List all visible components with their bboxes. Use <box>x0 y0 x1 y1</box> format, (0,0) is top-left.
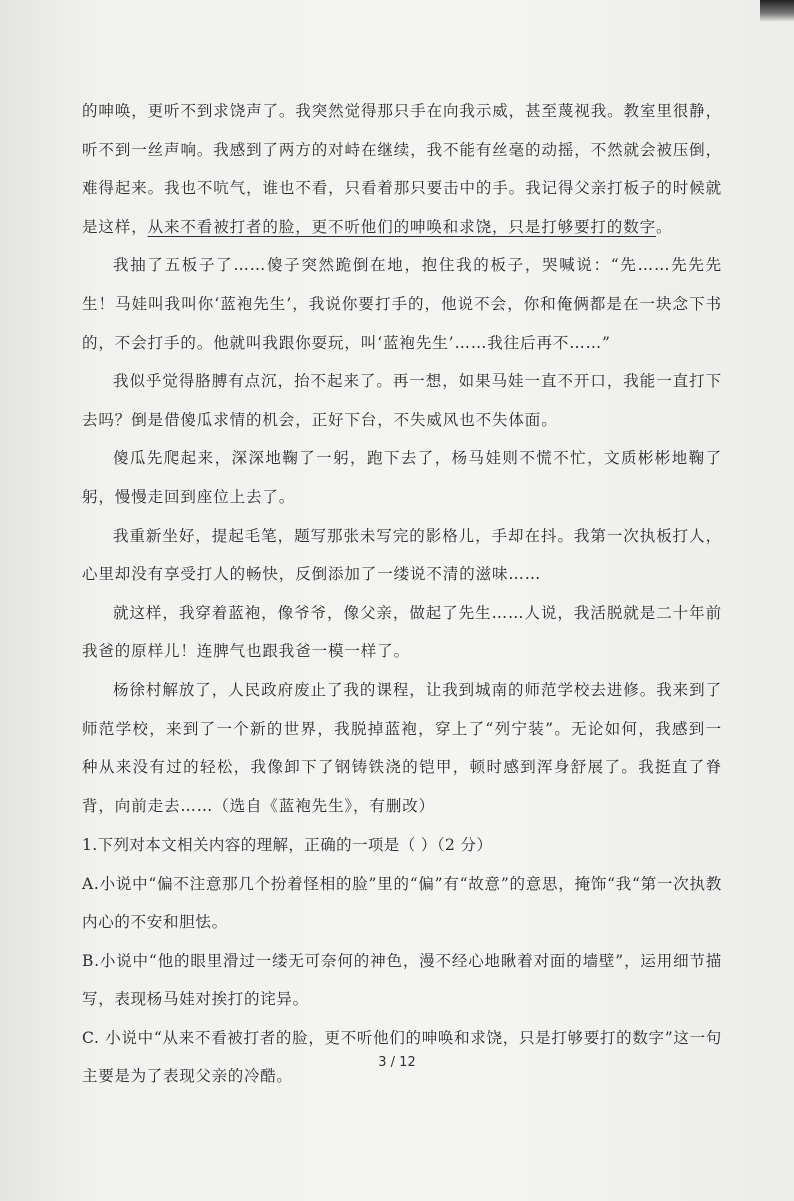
paragraph-4: 傻瓜先爬起来，深深地鞠了一躬，跑下去了，杨马娃则不慌不忙，文质彬彬地鞠了躬，慢慢走回到座位上去了。 <box>82 449 722 506</box>
paragraph-2: 我抽了五板子了……傻子突然跪倒在地，抱住我的板子，哭喊说：“先……先先先生！马娃叫我叫你‘蓝袍先生’，我说你要打手的，他说不会，你和俺俩都是在一块念下书的，不会打手的。他就叫我跟你耍玩，叫‘蓝袍先生’……我往后再不……” <box>82 256 722 352</box>
paragraph-5: 我重新坐好，提起毛笔，题写那张未写完的影格儿，手却在抖。我第一次执板打人，心里却没有享受打人的畅快，反倒添加了一缕说不清的滋味…… <box>82 526 722 584</box>
paragraph-1 <box>82 92 722 246</box>
option-a: A.小说中“偏不注意那几个扮着怪相的脸”里的“偏”有“故意”的意思，掩饰“我“第一次执教内心的不安和胆怯。 <box>82 874 722 932</box>
paragraph-1-text: 的呻唤，更听不到求饶声了。我突然觉得那只手在向我示威，甚至蔑视我。教室里很静，听不到一丝声响。我感到了两方的对峙在继续，我不能有丝毫的动摇，不然就会被压倒，难得起来。我也不吭气，谁也不看，只看着那只要击中的手。我记得父亲打板子的时候就是这样， <box>82 102 722 236</box>
paragraph-7: 杨徐村解放了，人民政府废止了我的课程，让我到城南的师范学校去进修。我来到了师范学校，来到了一个新的世界，我脱掉蓝袍，穿上了“列宁装”。无论如何，我感到一种从来没有过的轻松，我像卸下了钢铸铁浇的铠甲，顿时感到浑身舒展了。我挺直了脊背，向前走去……（选自《蓝袍先生》，有删改） <box>82 680 722 815</box>
scan-edge-shadow <box>760 0 794 22</box>
paragraph-1-end: 。 <box>656 217 673 236</box>
question-1: 1.下列对本文相关内容的理解，正确的一项是（ ）（2 分） <box>82 836 493 855</box>
underlined-sentence: 从来不看被打者的脸，更不听他们的呻唤和求饶，只是打够要打的数字 <box>147 217 657 236</box>
option-b: B.小说中“他的眼里滑过一缕无可奈何的神色，漫不经心地瞅着对面的墙壁”，运用细节描写，表现杨马娃对挨打的诧异。 <box>82 951 722 1009</box>
option-c: C. 小说中“从来不看被打者的脸，更不听他们的呻唤和求饶，只是打够要打的数字”这一句主要是为了表现父亲的冷酷。 <box>82 1028 722 1086</box>
document-body <box>82 92 722 1096</box>
page-number: 3 / 12 <box>378 1055 416 1070</box>
paragraph-3: 我似乎觉得胳膊有点沉，抬不起来了。再一想，如果马娃一直不开口，我能一直打下去吗？倒是借傻瓜求情的机会，正好下台，不失威风也不失体面。 <box>82 372 722 429</box>
paragraph-6: 就这样，我穿着蓝袍，像爷爷，像父亲，做起了先生……人说，我活脱就是二十年前我爸的原样儿！连脾气也跟我爸一模一样了。 <box>82 603 722 661</box>
